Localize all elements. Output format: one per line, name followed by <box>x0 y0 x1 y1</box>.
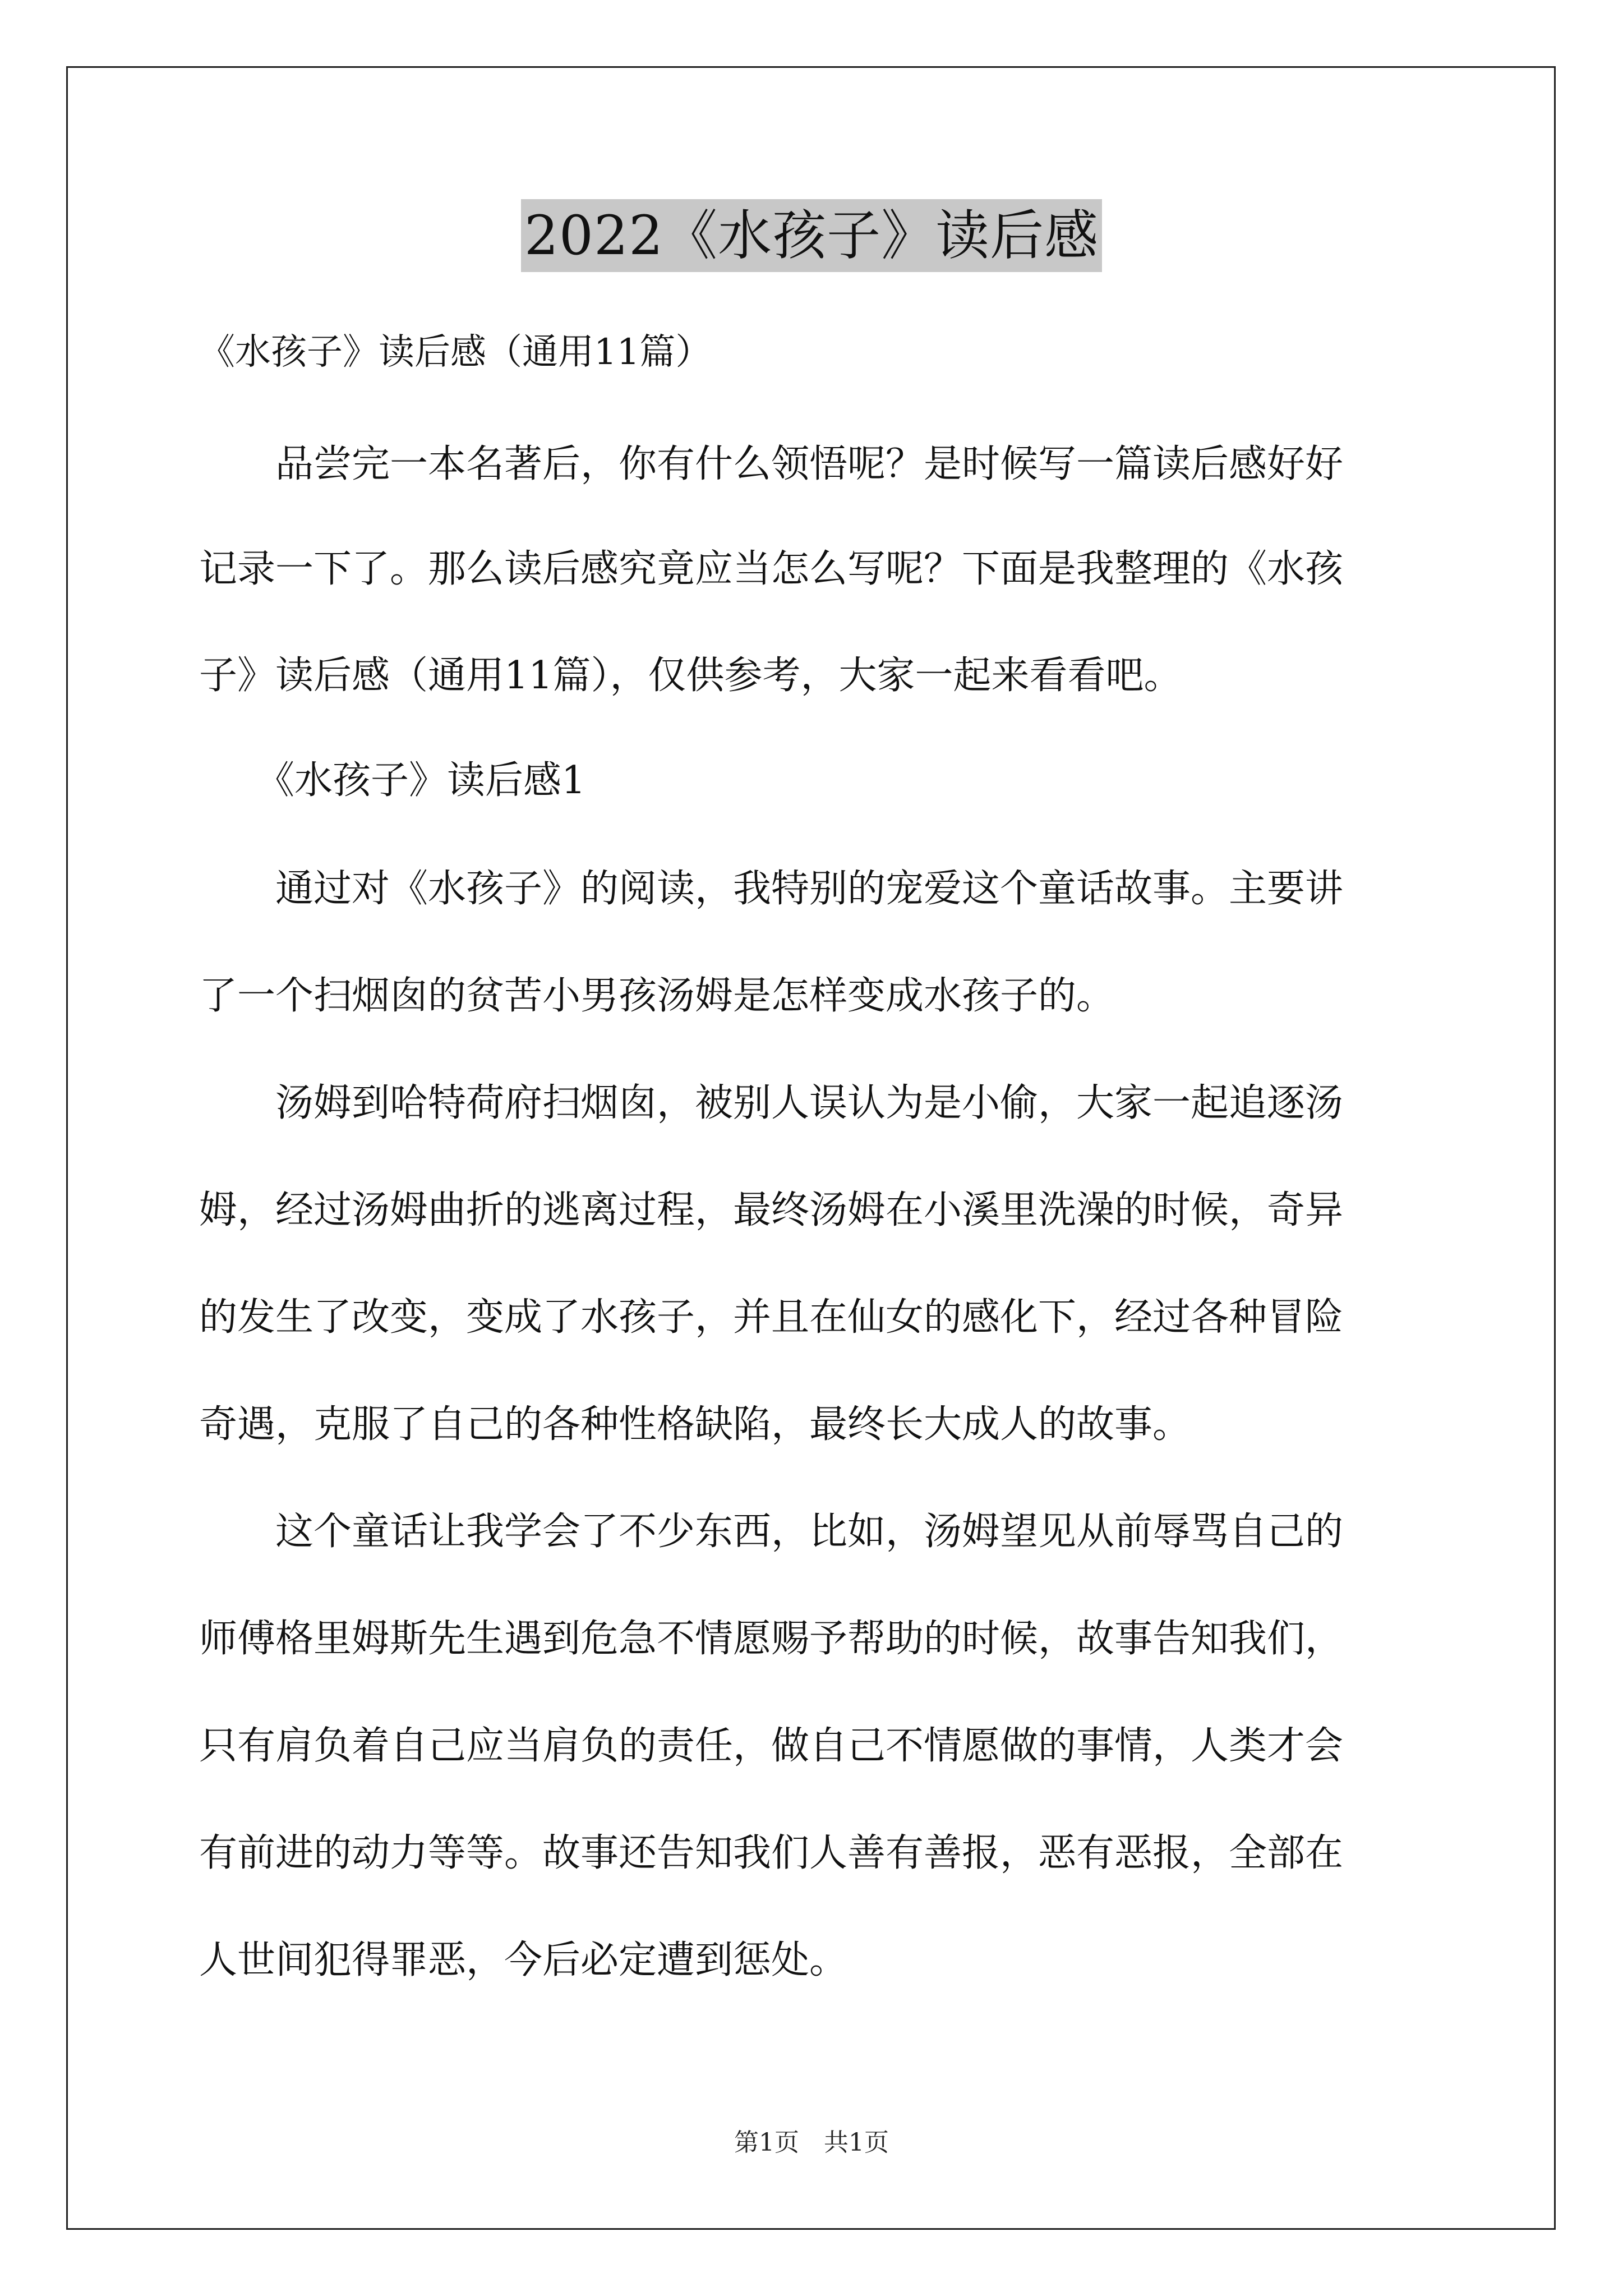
paragraph-line: 人世间犯得罪恶，今后必定遭到惩处。 <box>199 1938 848 1982</box>
paragraph-line: 师傅格里姆斯先生遇到危急不情愿赐予帮助的时候，故事告知我们， <box>199 1617 1344 1661</box>
paragraph-line: 了一个扫烟囱的贫苦小男孩汤姆是怎样变成水孩子的。 <box>199 974 1115 1018</box>
page-footer: 第1页 共1页 <box>734 2128 889 2157</box>
paragraph-line: 的发生了改变，变成了水孩子，并且在仙女的感化下，经过各种冒险 <box>199 1295 1344 1340</box>
paragraph-line: 记录一下了。那么读后感究竟应当怎么写呢？下面是我整理的《水孩 <box>199 547 1344 591</box>
paragraph-line: 汤姆到哈特荷府扫烟囱，被别人误认为是小偷，大家一起追逐汤 <box>199 1081 1344 1125</box>
paragraph-line: 这个童话让我学会了不少东西，比如，汤姆望见从前辱骂自己的 <box>199 1510 1344 1554</box>
paragraph-line: 通过对《水孩子》的阅读，我特别的宠爱这个童话故事。主要讲 <box>199 867 1344 911</box>
page-border <box>66 66 1556 2230</box>
document-title: 2022《水孩子》读后感 <box>521 199 1102 272</box>
paragraph-line: 只有肩负着自己应当肩负的责任，做自己不情愿做的事情，人类才会 <box>199 1724 1344 1768</box>
paragraph-line: 子》读后感（通用11篇），仅供参考，大家一起来看看吧。 <box>199 654 1182 698</box>
paragraph-line: 奇遇，克服了自己的各种性格缺陷，最终长大成人的故事。 <box>199 1402 1191 1447</box>
title-container <box>0 199 1623 272</box>
paragraph-line: 品尝完一本名著后，你有什么领悟呢？是时候写一篇读后感好好 <box>199 442 1344 486</box>
paragraph-line: 姆，经过汤姆曲折的逃离过程，最终汤姆在小溪里洗澡的时候，奇异 <box>199 1188 1344 1232</box>
subtitle-line: 《水孩子》读后感（通用11篇） <box>199 332 712 373</box>
paragraph-line: 有前进的动力等等。故事还告知我们人善有善报，恶有恶报，全部在 <box>199 1831 1344 1875</box>
section-heading: 《水孩子》读后感1 <box>199 758 586 803</box>
